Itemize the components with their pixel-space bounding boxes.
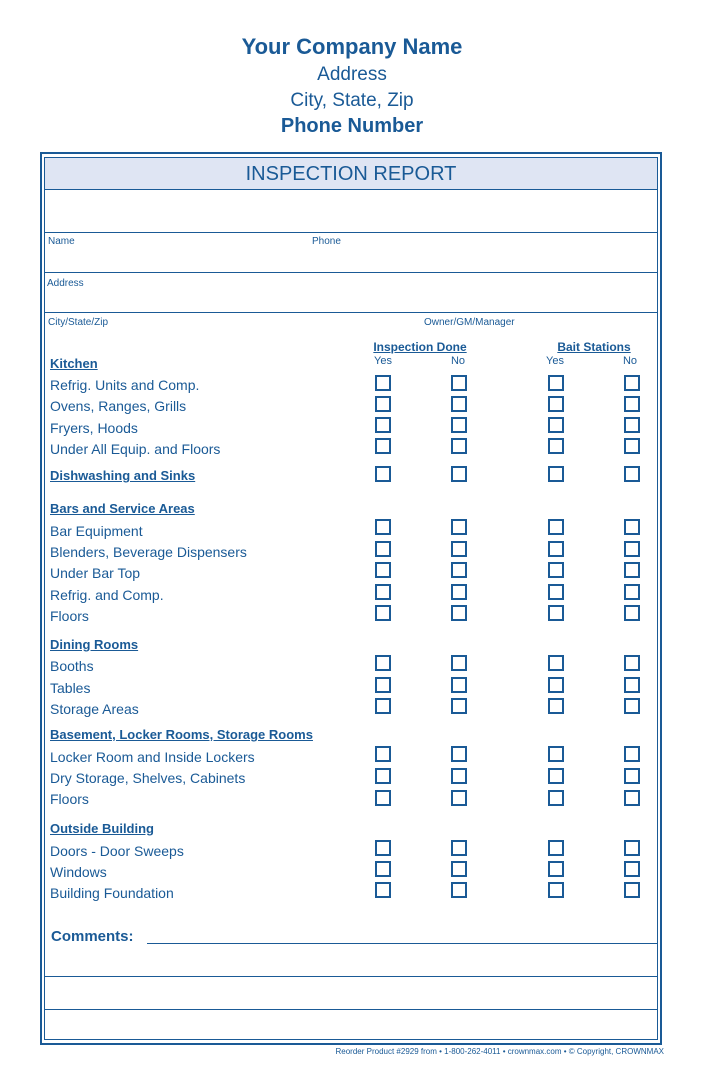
bait-no-checkbox[interactable] — [624, 541, 640, 557]
bait-no-header: No — [622, 355, 638, 367]
bait-no-checkbox[interactable] — [624, 438, 640, 454]
bait-no-checkbox[interactable] — [624, 677, 640, 693]
item-label: Ovens, Ranges, Grills — [50, 398, 187, 414]
bait-no-checkbox[interactable] — [624, 466, 640, 482]
inspection-no-checkbox[interactable] — [451, 861, 467, 877]
inspection-no-checkbox[interactable] — [451, 746, 467, 762]
bait-yes-checkbox[interactable] — [548, 882, 564, 898]
inspection-no-checkbox[interactable] — [451, 466, 467, 482]
bait-yes-checkbox[interactable] — [548, 790, 564, 806]
inspection-yes-header: Yes — [374, 355, 392, 367]
bait-no-checkbox[interactable] — [624, 519, 640, 535]
bait-yes-checkbox[interactable] — [548, 562, 564, 578]
bait-yes-checkbox[interactable] — [548, 417, 564, 433]
bait-yes-checkbox[interactable] — [548, 861, 564, 877]
phone-label: Phone — [312, 236, 341, 247]
inspection-yes-checkbox[interactable] — [375, 677, 391, 693]
item-label: Floors — [50, 791, 89, 807]
bait-no-checkbox[interactable] — [624, 790, 640, 806]
section-kitchen: Kitchen — [50, 356, 98, 371]
section-dining: Dining Rooms — [50, 637, 139, 652]
inspection-no-checkbox[interactable] — [451, 396, 467, 412]
inspection-no-checkbox[interactable] — [451, 562, 467, 578]
bait-no-checkbox[interactable] — [624, 840, 640, 856]
company-city: City, State, Zip — [290, 90, 414, 111]
inspection-no-checkbox[interactable] — [451, 768, 467, 784]
bait-yes-checkbox[interactable] — [548, 698, 564, 714]
inspection-yes-checkbox[interactable] — [375, 698, 391, 714]
inspection-no-checkbox[interactable] — [451, 417, 467, 433]
section-basement: Basement, Locker Rooms, Storage Rooms — [50, 727, 313, 742]
section-dishwashing: Dishwashing and Sinks — [50, 468, 196, 483]
bait-yes-checkbox[interactable] — [548, 605, 564, 621]
item-label: Building Foundation — [50, 885, 174, 901]
inspection-no-header: No — [450, 355, 466, 367]
inspection-yes-checkbox[interactable] — [375, 562, 391, 578]
inspection-yes-checkbox[interactable] — [375, 655, 391, 671]
form-title: INSPECTION REPORT — [45, 158, 657, 190]
bait-yes-checkbox[interactable] — [548, 746, 564, 762]
bait-yes-checkbox[interactable] — [548, 768, 564, 784]
item-label: Floors — [50, 608, 89, 624]
inspection-no-checkbox[interactable] — [451, 677, 467, 693]
comments-line[interactable] — [45, 976, 657, 977]
inspection-no-checkbox[interactable] — [451, 584, 467, 600]
inspection-yes-checkbox[interactable] — [375, 861, 391, 877]
inspection-yes-checkbox[interactable] — [375, 466, 391, 482]
section-bars: Bars and Service Areas — [50, 501, 195, 516]
bait-no-checkbox[interactable] — [624, 882, 640, 898]
bait-yes-checkbox[interactable] — [548, 396, 564, 412]
inspection-yes-checkbox[interactable] — [375, 375, 391, 391]
bait-no-checkbox[interactable] — [624, 375, 640, 391]
bait-no-checkbox[interactable] — [624, 396, 640, 412]
bait-yes-checkbox[interactable] — [548, 519, 564, 535]
name-label: Name — [48, 236, 75, 247]
divider — [45, 312, 657, 313]
bait-no-checkbox[interactable] — [624, 562, 640, 578]
bait-yes-checkbox[interactable] — [548, 655, 564, 671]
reorder-footer: Reorder Product #2929 from • 1-800-262-4011 • crownmax.com • © Copyright, CROWNMAX — [335, 1047, 664, 1056]
item-label: Refrig. Units and Comp. — [50, 377, 200, 393]
inspection-no-checkbox[interactable] — [451, 438, 467, 454]
bait-yes-checkbox[interactable] — [548, 677, 564, 693]
bait-yes-checkbox[interactable] — [548, 375, 564, 391]
inspection-yes-checkbox[interactable] — [375, 746, 391, 762]
inspection-no-checkbox[interactable] — [451, 605, 467, 621]
divider — [45, 272, 657, 273]
address-label: Address — [47, 278, 84, 289]
inspection-no-checkbox[interactable] — [451, 790, 467, 806]
bait-no-checkbox[interactable] — [624, 417, 640, 433]
company-name: Your Company Name — [241, 34, 463, 59]
bait-yes-checkbox[interactable] — [548, 840, 564, 856]
inspection-no-checkbox[interactable] — [451, 375, 467, 391]
divider — [45, 232, 657, 233]
bait-no-checkbox[interactable] — [624, 584, 640, 600]
item-label: Doors - Door Sweeps — [50, 843, 184, 859]
bait-stations-header: Bait Stations — [557, 340, 631, 354]
bait-no-checkbox[interactable] — [624, 655, 640, 671]
comments-line[interactable] — [45, 1009, 657, 1010]
bait-yes-checkbox[interactable] — [548, 541, 564, 557]
inspection-yes-checkbox[interactable] — [375, 519, 391, 535]
owner-label: Owner/GM/Manager — [424, 317, 515, 328]
inspection-yes-checkbox[interactable] — [375, 584, 391, 600]
inspection-yes-checkbox[interactable] — [375, 541, 391, 557]
inspection-no-checkbox[interactable] — [451, 698, 467, 714]
bait-yes-checkbox[interactable] — [548, 438, 564, 454]
city-state-zip-label: City/State/Zip — [48, 317, 109, 328]
comments-line[interactable] — [147, 943, 657, 944]
section-outside: Outside Building — [50, 821, 154, 836]
inspection-yes-checkbox[interactable] — [375, 790, 391, 806]
company-phone: Phone Number — [280, 115, 424, 137]
inspection-done-header: Inspection Done — [373, 340, 467, 354]
inspection-no-checkbox[interactable] — [451, 519, 467, 535]
bait-no-checkbox[interactable] — [624, 698, 640, 714]
bait-no-checkbox[interactable] — [624, 768, 640, 784]
item-label: Fryers, Hoods — [50, 420, 138, 436]
item-label: Under Bar Top — [50, 565, 141, 581]
item-label: Tables — [50, 680, 91, 696]
bait-no-checkbox[interactable] — [624, 605, 640, 621]
inspection-yes-checkbox[interactable] — [375, 882, 391, 898]
bait-no-checkbox[interactable] — [624, 861, 640, 877]
item-label: Refrig. and Comp. — [50, 587, 164, 603]
inspection-no-checkbox[interactable] — [451, 655, 467, 671]
inspection-yes-checkbox[interactable] — [375, 605, 391, 621]
comments-label: Comments: — [51, 928, 134, 945]
item-label: Windows — [50, 864, 107, 880]
bait-yes-header: Yes — [546, 355, 564, 367]
bait-yes-checkbox[interactable] — [548, 584, 564, 600]
item-label: Locker Room and Inside Lockers — [50, 749, 255, 765]
inspection-yes-checkbox[interactable] — [375, 417, 391, 433]
divider — [657, 233, 658, 313]
item-label: Storage Areas — [50, 701, 139, 717]
item-label: Booths — [50, 658, 94, 674]
inspection-no-checkbox[interactable] — [451, 840, 467, 856]
company-address: Address — [317, 64, 387, 85]
item-label: Bar Equipment — [50, 523, 143, 539]
item-label: Blenders, Beverage Dispensers — [50, 544, 247, 560]
inspection-yes-checkbox[interactable] — [375, 768, 391, 784]
item-label: Dry Storage, Shelves, Cabinets — [50, 770, 246, 786]
inspection-no-checkbox[interactable] — [451, 882, 467, 898]
bait-no-checkbox[interactable] — [624, 746, 640, 762]
inspection-no-checkbox[interactable] — [451, 541, 467, 557]
bait-yes-checkbox[interactable] — [548, 466, 564, 482]
item-label: Under All Equip. and Floors — [50, 441, 221, 457]
inspection-yes-checkbox[interactable] — [375, 840, 391, 856]
inspection-yes-checkbox[interactable] — [375, 396, 391, 412]
inspection-yes-checkbox[interactable] — [375, 438, 391, 454]
